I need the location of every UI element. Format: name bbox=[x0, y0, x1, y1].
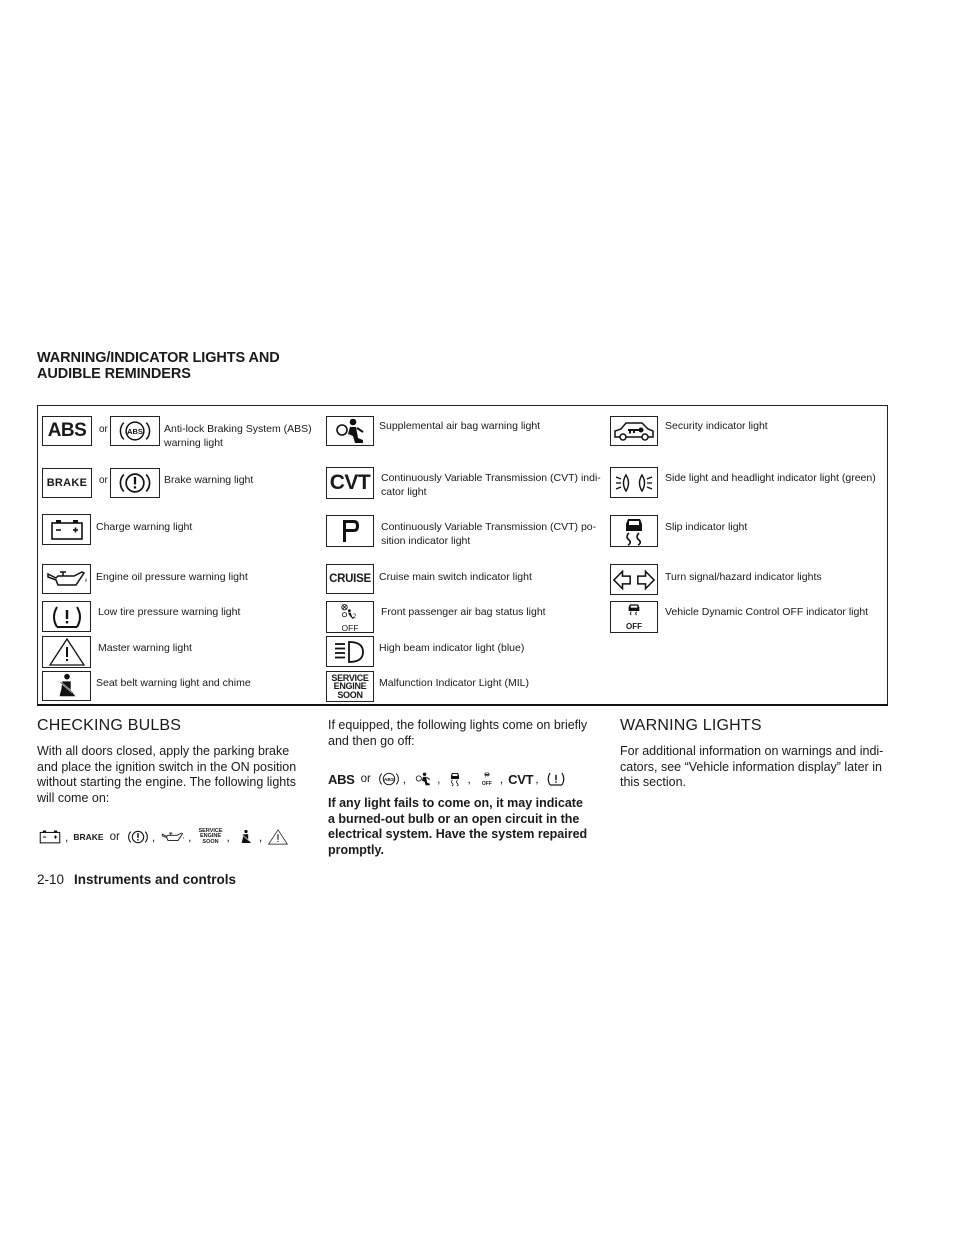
soon-icon-text: SOON bbox=[337, 689, 363, 700]
tire-pressure-icon bbox=[42, 601, 91, 632]
passenger-airbag-label: Front passenger air bag status light bbox=[381, 606, 546, 618]
brake-circle-icon bbox=[110, 468, 160, 498]
oil-pressure-label: Engine oil pressure warning light bbox=[96, 571, 248, 583]
checking-bulbs-line-3: without starting the engine. The following lights bbox=[37, 775, 296, 789]
warning-lights-line-3: this section. bbox=[620, 775, 687, 789]
section-heading bbox=[37, 350, 337, 382]
airbag-icon bbox=[326, 416, 374, 446]
or-word: or bbox=[99, 475, 108, 486]
abs-label-line-2: warning light bbox=[164, 437, 223, 449]
security-label: Security indicator light bbox=[665, 420, 768, 432]
park-glyph bbox=[330, 516, 370, 546]
cruise-label: Cruise main switch indicator light bbox=[379, 571, 532, 583]
high-beam-label: High beam indicator light (blue) bbox=[379, 642, 525, 654]
seat-belt-icon bbox=[235, 828, 257, 846]
checking-bulbs-line-4: will come on: bbox=[37, 790, 110, 805]
checking-bulbs-line-1: With all doors closed, apply the parking brake bbox=[37, 744, 290, 758]
oil-can-icon bbox=[160, 829, 186, 845]
high-beam-icon bbox=[326, 636, 374, 667]
comma: , bbox=[226, 830, 230, 844]
abs-icon-text: ABS bbox=[47, 420, 87, 441]
passenger-airbag-off-icon bbox=[326, 601, 374, 633]
charge-label: Charge warning light bbox=[96, 521, 193, 533]
bulb-failure-line-3: electrical system. Have the system repaired bbox=[328, 827, 588, 841]
vdc-off-icon-text: OFF bbox=[481, 781, 492, 787]
comma: , bbox=[188, 830, 192, 844]
side-light-icon bbox=[610, 467, 658, 498]
or-word: or bbox=[360, 773, 371, 785]
cvt-text-icon bbox=[326, 467, 374, 499]
comma: , bbox=[467, 772, 471, 786]
seat-belt-icon bbox=[42, 671, 91, 701]
cvt-icon-text: CVT bbox=[329, 471, 371, 494]
checking-bulbs-paragraph bbox=[37, 744, 306, 806]
service-icon-text: SERVICE bbox=[331, 672, 369, 683]
brake-text-icon bbox=[42, 468, 92, 498]
cvt-indicator-label-line-1: Continuously Variable Transmission (CVT) indi- bbox=[381, 472, 601, 484]
heading-line-1: WARNING/INDICATOR LIGHTS AND bbox=[37, 350, 280, 366]
service-icon-text: SERVICE bbox=[198, 827, 223, 834]
warning-lights-paragraph bbox=[620, 744, 889, 791]
warning-lights-line-1: For additional information on warnings and indi- bbox=[620, 744, 884, 758]
brake-circle-icon bbox=[126, 828, 150, 846]
abs-text-icon: ABS bbox=[328, 771, 355, 787]
cvt-position-label-line-2: sition indicator light bbox=[381, 535, 471, 547]
equipped-line-1: If equipped, the following lights come on briefly bbox=[328, 718, 588, 732]
bulb-failure-line-4: promptly. bbox=[328, 842, 385, 857]
slip-label: Slip indicator light bbox=[665, 521, 748, 533]
warning-lights-title: WARNING LIGHTS bbox=[620, 717, 762, 734]
service-engine-soon-icon bbox=[199, 829, 223, 846]
warning-triangle-icon bbox=[42, 636, 91, 668]
equipped-paragraph bbox=[328, 718, 598, 749]
airbag-icon bbox=[411, 770, 435, 788]
bulb-failure-line-1: If any light fails to come on, it may indicate bbox=[328, 796, 583, 810]
heading-line-2: AUDIBLE REMINDERS bbox=[37, 366, 191, 382]
airbag-label: Supplemental air bag warning light bbox=[379, 420, 541, 432]
indicator-lights-table bbox=[37, 405, 888, 706]
cvt-indicator-label-line-2: cator light bbox=[381, 486, 427, 498]
or-word: or bbox=[99, 424, 108, 435]
vdc-off-icon-text: OFF bbox=[626, 622, 642, 631]
page-footer bbox=[37, 872, 236, 887]
off-icon-text: OFF bbox=[341, 622, 359, 633]
warning-triangle-icon bbox=[267, 828, 289, 846]
slip-car-icon bbox=[445, 770, 465, 788]
cruise-text-icon bbox=[326, 564, 374, 594]
battery-icon bbox=[42, 514, 91, 545]
engine-icon-text: ENGINE bbox=[199, 833, 222, 840]
battery-icon bbox=[37, 828, 63, 846]
bulb-failure-line-2: a burned-out bulb or an open circuit in the bbox=[328, 811, 580, 826]
abs-circle-icon bbox=[377, 770, 401, 788]
cvt-position-label-line-1: Continuously Variable Transmission (CVT) po- bbox=[381, 521, 597, 533]
comma: , bbox=[499, 772, 504, 786]
page-number: 2-10 bbox=[37, 872, 65, 887]
side-light-label: Side light and headlight indicator light (green) bbox=[665, 472, 876, 484]
oil-can-icon bbox=[42, 564, 91, 594]
service-engine-soon-icon bbox=[326, 671, 374, 702]
seat-belt-label: Seat belt warning light and chime bbox=[96, 677, 251, 689]
mil-label: Malfunction Indicator Light (MIL) bbox=[379, 677, 529, 689]
checking-bulbs-title: CHECKING BULBS bbox=[37, 717, 182, 734]
soon-icon-text: SOON bbox=[202, 838, 219, 845]
comma: , bbox=[402, 772, 407, 786]
brake-text-icon: BRAKE bbox=[73, 832, 104, 842]
abs-text-icon bbox=[42, 416, 92, 446]
footer-section-name: Instruments and controls bbox=[74, 872, 237, 887]
bulb-failure-warning bbox=[328, 796, 598, 858]
comma: , bbox=[258, 830, 263, 844]
comma: , bbox=[535, 772, 539, 786]
cvt-text-icon: CVT bbox=[508, 771, 534, 787]
comma: , bbox=[437, 772, 441, 786]
brake-icon-text: BRAKE bbox=[46, 477, 88, 489]
checking-bulbs-line-2: and place the ignition switch in the ON position bbox=[37, 759, 297, 774]
abs-circle-icon bbox=[110, 416, 160, 446]
abs-label bbox=[164, 422, 334, 450]
vdc-off-icon bbox=[610, 601, 658, 633]
equipped-icon-list bbox=[328, 770, 568, 788]
comma: , bbox=[65, 830, 69, 844]
checking-bulbs-icon-list bbox=[37, 828, 289, 846]
security-car-key-icon bbox=[610, 416, 658, 446]
vdc-off-icon bbox=[478, 771, 496, 787]
park-position-icon bbox=[326, 515, 374, 547]
turn-signal-label: Turn signal/hazard indicator lights bbox=[665, 571, 822, 583]
equipped-line-2: and then go off: bbox=[328, 733, 415, 748]
tire-pressure-label: Low tire pressure warning light bbox=[98, 606, 241, 618]
brake-label: Brake warning light bbox=[164, 474, 254, 486]
cruise-icon-text: CRUISE bbox=[329, 573, 371, 585]
abs-label-line-1: Anti-lock Braking System (ABS) bbox=[164, 423, 312, 435]
tire-pressure-icon bbox=[544, 770, 568, 788]
warning-lights-line-2: cators, see “Vehicle information display” later in bbox=[620, 759, 882, 774]
master-warning-label: Master warning light bbox=[98, 642, 192, 654]
turn-signal-arrows-icon bbox=[610, 564, 658, 595]
engine-icon-text: ENGINE bbox=[333, 681, 367, 692]
vdc-off-label: Vehicle Dynamic Control OFF indicator light bbox=[665, 606, 869, 618]
comma: , bbox=[151, 830, 156, 844]
slip-car-icon bbox=[610, 515, 658, 547]
cvt-position-label bbox=[381, 520, 611, 548]
or-word: or bbox=[109, 831, 120, 843]
cvt-indicator-label bbox=[381, 471, 611, 499]
